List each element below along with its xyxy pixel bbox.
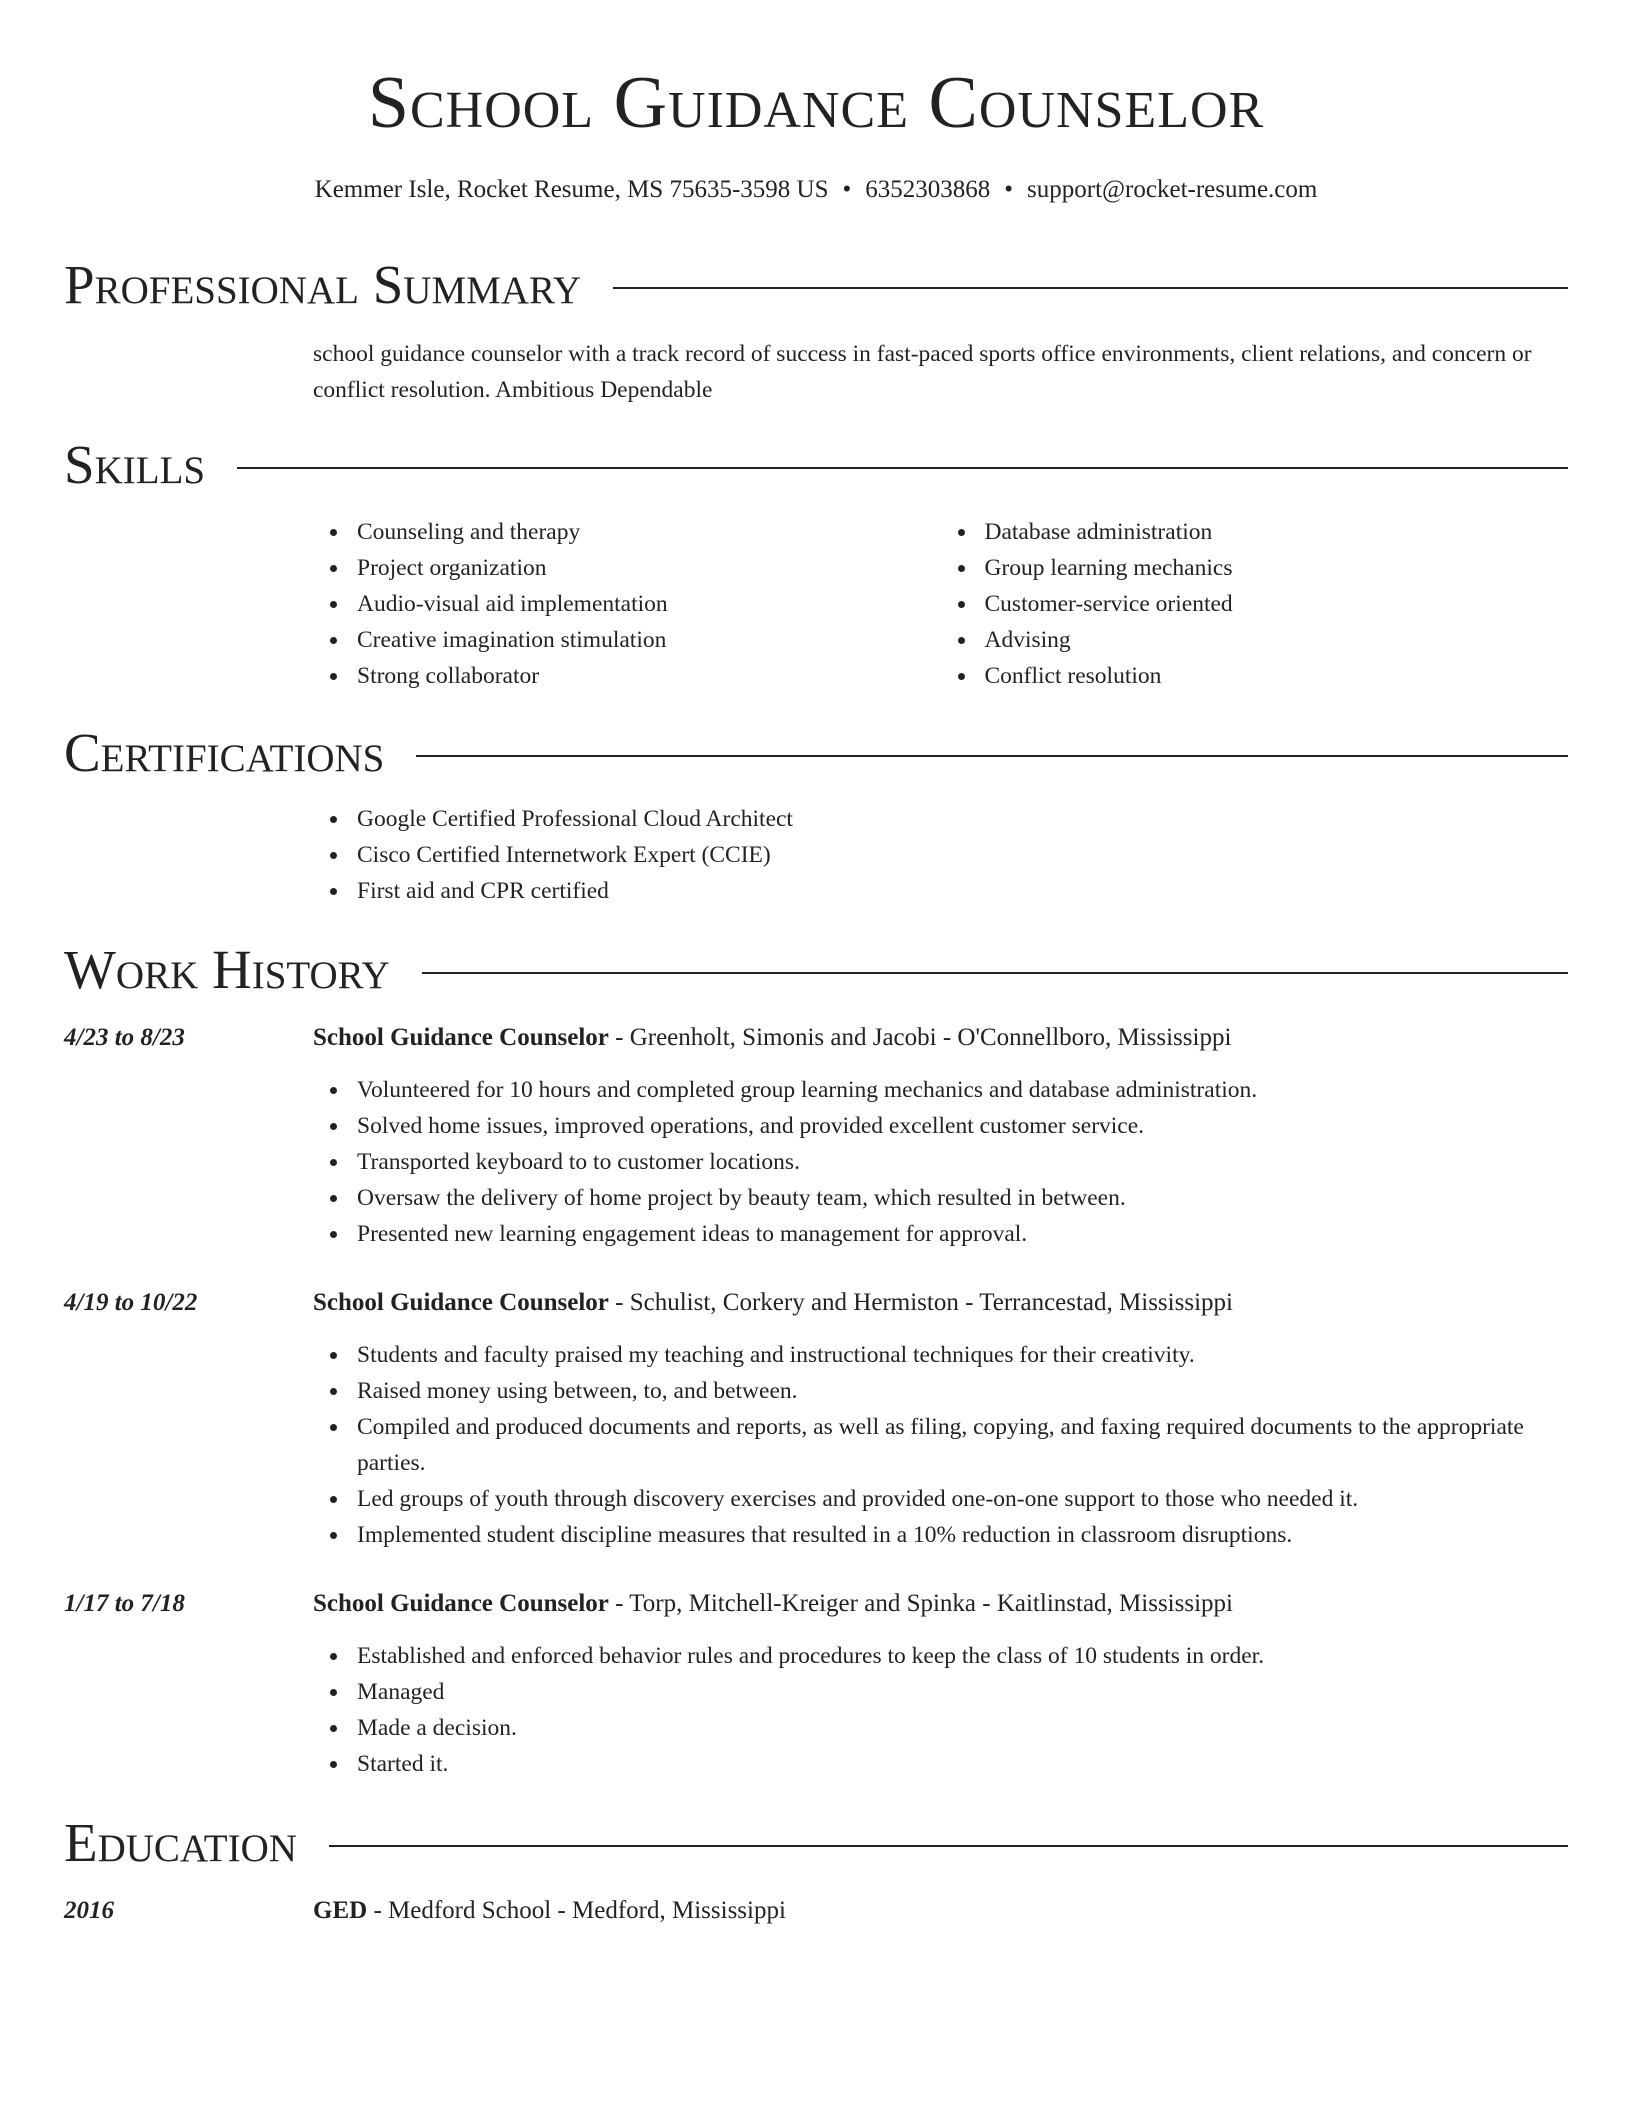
certification-item: Google Certified Professional Cloud Architect (357, 801, 1568, 837)
job-dates: 4/19 to 10/22 (64, 1289, 198, 1316)
job-bullets (313, 1337, 1568, 1553)
job-bullet-list (313, 1072, 1568, 1252)
skill-item: Group learning mechanics (985, 550, 1569, 586)
job-bullet-list (313, 1638, 1568, 1782)
certifications-heading-label: Certifications (64, 722, 385, 783)
education-school: - Medford School - Medford, Mississippi (367, 1897, 786, 1924)
skills-grid (313, 514, 1568, 694)
job-header (313, 1286, 1568, 1320)
certifications-heading (64, 718, 1568, 788)
section-divider (416, 755, 1568, 757)
summary-section (313, 336, 1568, 408)
certification-item: First aid and CPR certified (357, 873, 1568, 909)
section-divider (422, 972, 1568, 974)
skill-item: Conflict resolution (985, 658, 1569, 694)
contact-separator: • (1004, 176, 1014, 203)
skill-item: Customer-service oriented (985, 586, 1569, 622)
job-dates: 1/17 to 7/18 (64, 1590, 185, 1617)
skills-heading-label: Skills (64, 434, 206, 495)
skill-item: Audio-visual aid implementation (357, 586, 941, 622)
skill-item: Strong collaborator (357, 658, 941, 694)
skills-list-left (313, 514, 941, 694)
job-bullet: Compiled and produced documents and reports, as well as filing, copying, and faxing required documents to the appropriate parties. (357, 1409, 1568, 1481)
skills-list-right (941, 514, 1569, 694)
job-title: School Guidance Counselor (313, 1289, 609, 1316)
skill-item: Creative imagination stimulation (357, 622, 941, 658)
job-bullet: Solved home issues, improved operations, and provided excellent customer service. (357, 1108, 1568, 1144)
job-bullet: Made a decision. (357, 1710, 1568, 1746)
skill-item: Project organization (357, 550, 941, 586)
skills-heading (64, 430, 1568, 500)
job-bullet: Presented new learning engagement ideas to management for approval. (357, 1216, 1568, 1252)
education-year: 2016 (64, 1897, 114, 1924)
skill-item: Database administration (985, 514, 1569, 550)
job-dates: 4/23 to 8/23 (64, 1024, 185, 1051)
job-bullet: Students and faculty praised my teaching and instructional techniques for their creativity. (357, 1337, 1568, 1373)
job-bullet: Led groups of youth through discovery exercises and provided one-on-one support to those who needed it. (357, 1481, 1568, 1517)
job-title: School Guidance Counselor (313, 1024, 609, 1051)
section-divider (613, 287, 1568, 289)
job-header (313, 1021, 1568, 1055)
skill-item: Counseling and therapy (357, 514, 941, 550)
education-heading (64, 1808, 1568, 1878)
job-bullet-list (313, 1337, 1568, 1553)
job-bullet: Transported keyboard to to customer locations. (357, 1144, 1568, 1180)
education-heading-label: Education (64, 1812, 297, 1873)
skill-item: Advising (985, 622, 1569, 658)
work-history-heading-label: Work History (64, 939, 390, 1000)
contact-separator: • (842, 176, 852, 203)
job-bullet: Volunteered for 10 hours and completed group learning mechanics and database administration. (357, 1072, 1568, 1108)
contact-address: Kemmer Isle, Rocket Resume, MS 75635-3598 US (314, 176, 829, 203)
job-title: School Guidance Counselor (313, 1590, 609, 1617)
job-bullets (313, 1072, 1568, 1252)
resume-title: School Guidance Counselor (367, 62, 1265, 144)
section-divider (237, 467, 1568, 469)
job-bullet: Implemented student discipline measures that resulted in a 10% reduction in classroom disruptions. (357, 1517, 1568, 1553)
job-employer: - Greenholt, Simonis and Jacobi - O'Connellboro, Mississippi (608, 1024, 1232, 1051)
job-bullets (313, 1638, 1568, 1782)
contact-line (0, 173, 1632, 207)
job-employer: - Schulist, Corkery and Hermiston - Terrancestad, Mississippi (608, 1289, 1233, 1316)
certification-item: Cisco Certified Internetwork Expert (CCIE) (357, 837, 1568, 873)
section-divider (329, 1845, 1568, 1847)
contact-email: support@rocket-resume.com (1027, 176, 1318, 203)
education-degree: GED (313, 1897, 368, 1924)
contact-phone: 6352303868 (865, 176, 991, 203)
summary-heading-label: Professional Summary (64, 254, 582, 315)
job-header (313, 1587, 1568, 1621)
work-history-heading (64, 935, 1568, 1005)
skills-section (313, 514, 1568, 694)
certifications-section (313, 801, 1568, 909)
job-bullet: Oversaw the delivery of home project by beauty team, which resulted in between. (357, 1180, 1568, 1216)
job-bullet: Started it. (357, 1746, 1568, 1782)
job-bullet: Managed (357, 1674, 1568, 1710)
job-bullet: Raised money using between, to, and between. (357, 1373, 1568, 1409)
summary-heading (64, 250, 1568, 320)
summary-text: school guidance counselor with a track record of success in fast-paced sports office environments, client relations, and concern or conflict resolution. Ambitious Dependable (313, 341, 1532, 403)
job-bullet: Established and enforced behavior rules and procedures to keep the class of 10 students in order. (357, 1638, 1568, 1674)
job-employer: - Torp, Mitchell-Kreiger and Spinka - Kaitlinstad, Mississippi (608, 1590, 1233, 1617)
education-entry (313, 1894, 1568, 1928)
certifications-list (313, 801, 1568, 909)
